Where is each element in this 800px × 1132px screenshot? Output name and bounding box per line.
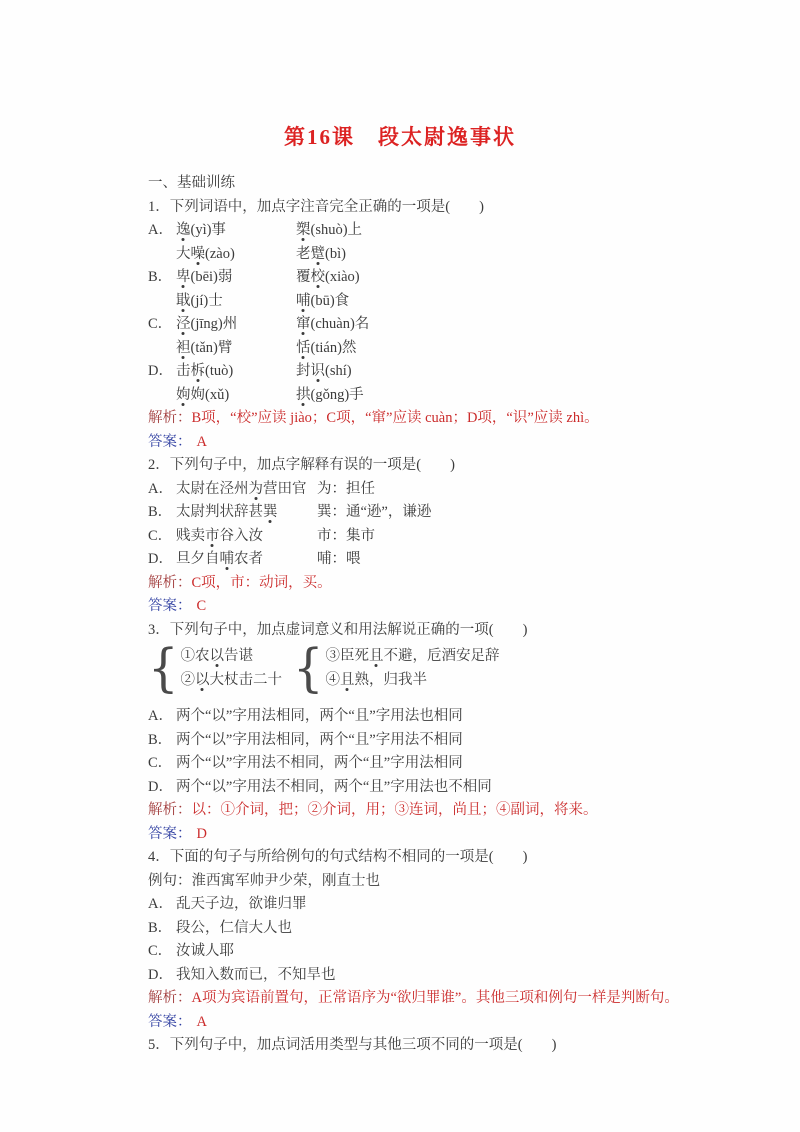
option-text: 我知入数而已，不知旱也 — [176, 966, 336, 983]
option-label: D． — [148, 966, 173, 983]
word-pinyin: 戢(jí)士 — [176, 292, 223, 309]
q3-brace-groups — [148, 637, 688, 699]
q3-group-1 — [148, 637, 293, 699]
analysis-label: 解析： — [148, 802, 192, 818]
page-title: 第16课 段太尉逸事状 — [284, 125, 516, 149]
question-1-stem — [148, 196, 688, 220]
question-2-stem-text: 下列句子中，加点字解释有误的一项是( ) — [169, 457, 455, 473]
word-pinyin: 老躄(bì) — [296, 245, 346, 262]
answer-value: A — [196, 1013, 207, 1030]
option-label: C． — [148, 527, 173, 544]
q3-option-a — [148, 705, 688, 729]
question-2-stem — [148, 454, 688, 478]
q3-group-2 — [293, 637, 500, 699]
q4-option-b — [148, 917, 688, 941]
sentence: 太尉判状辞甚巽 — [176, 504, 278, 520]
answer-label: 答案： — [148, 1013, 192, 1030]
q1-row-d2 — [148, 384, 688, 408]
answer-label: 答案： — [148, 433, 192, 450]
option-text: 汝诚人耶 — [176, 943, 234, 959]
q4-analysis — [148, 987, 688, 1011]
question-5-number: 5． — [148, 1037, 170, 1053]
q4-option-d — [148, 964, 688, 988]
q4-answer — [148, 1011, 688, 1035]
numbered-sentence: ②以大杖击二十 — [180, 672, 283, 688]
word-pinyin: 击柝(tuò) — [176, 363, 234, 379]
option-label: B． — [148, 269, 173, 285]
q1-row-a1 — [148, 219, 688, 243]
option-label: A． — [148, 480, 173, 497]
option-label: B． — [148, 919, 173, 936]
option-text: 段公，仁信大人也 — [176, 919, 292, 936]
word-pinyin: 袒(tǎn)臂 — [176, 339, 233, 356]
analysis-label: 解析： — [148, 410, 192, 426]
word-pinyin: 卑(bēi)弱 — [176, 269, 233, 285]
answer-value: A — [196, 433, 207, 450]
question-4-stem-text: 下面的句子与所给例句的句式结构不相同的一项是( ) — [169, 849, 528, 865]
word-pinyin: 窜(chuàn)名 — [296, 316, 370, 332]
section-heading: 一、基础训练 — [148, 175, 235, 191]
question-2-number: 2． — [148, 457, 170, 473]
option-label — [148, 290, 176, 314]
analysis-text: A项为宾语前置句，正常语序为“欲归罪谁”。其他三项和例句一样是判断句。 — [191, 990, 679, 1006]
option-text: 两个“以”字用法相同，两个“且”字用法不相同 — [176, 731, 463, 748]
word-pinyin: 大噪(zào) — [176, 245, 235, 262]
word-pinyin: 姁姁(xǔ) — [176, 386, 230, 403]
answer-label: 答案： — [148, 598, 192, 614]
option-label: C． — [148, 755, 173, 771]
option-label: D． — [148, 363, 173, 379]
gloss: 市：集市 — [317, 527, 375, 544]
option-label — [148, 243, 176, 267]
q1-analysis — [148, 407, 688, 431]
q1-row-b1 — [148, 266, 688, 290]
word-pinyin: 恬(tián)然 — [296, 339, 357, 356]
q1-answer — [148, 431, 688, 455]
analysis-text: C项，市：动词，买。 — [191, 574, 332, 591]
option-label — [148, 384, 176, 408]
sentence: 太尉在泾州为营田官 — [176, 480, 307, 497]
answer-label: 答案： — [148, 825, 192, 842]
analysis-label: 解析： — [148, 990, 192, 1006]
numbered-sentence: ④且熟，归我半 — [325, 672, 428, 688]
analysis-label: 解析： — [148, 574, 192, 591]
q2-row-b — [148, 501, 688, 525]
option-text: 两个“以”字用法相同，两个“且”字用法也相同 — [176, 708, 463, 724]
analysis-text: 以：①介词，把；②介词，用；③连词，尚且；④副词，将来。 — [191, 802, 598, 818]
q2-row-a — [148, 478, 688, 502]
answer-value: C — [196, 598, 207, 614]
sentence: 旦夕自哺农者 — [176, 551, 263, 567]
q1-row-c1 — [148, 313, 688, 337]
q2-answer — [148, 595, 688, 619]
word-pinyin: 覆校(xiào) — [296, 269, 360, 285]
gloss: 哺：喂 — [317, 551, 361, 567]
option-label — [148, 337, 176, 361]
q1-row-b2 — [148, 290, 688, 314]
left-brace-icon: { — [293, 637, 324, 699]
question-5-stem — [148, 1034, 688, 1058]
q4-example-sentence: 例句：淮西寓军帅尹少荣，刚直士也 — [148, 872, 380, 889]
option-label: C． — [148, 943, 173, 959]
q3-option-d — [148, 776, 688, 800]
gloss: 巽：通“逊”，谦逊 — [317, 504, 432, 520]
question-3-stem-text: 下列句子中，加点虚词意义和用法解说正确的一项( ) — [169, 621, 528, 638]
q1-row-a2 — [148, 243, 688, 267]
question-3-stem — [148, 619, 688, 643]
question-1-number: 1． — [148, 198, 170, 215]
numbered-sentence: ①农以告谌 — [180, 648, 254, 664]
q4-option-c — [148, 940, 688, 964]
word-pinyin: 封识(shí) — [296, 363, 352, 379]
option-label: C． — [148, 316, 173, 332]
option-label: A． — [148, 896, 173, 912]
word-pinyin: 拱(gǒng)手 — [296, 386, 364, 403]
answer-value: D — [196, 825, 207, 842]
option-label: D． — [148, 778, 173, 795]
option-text: 两个“以”字用法不相同，两个“且”字用法相同 — [176, 755, 463, 771]
question-5-stem-text: 下列句子中，加点词活用类型与其他三项不同的一项是( ) — [169, 1037, 557, 1053]
q3-analysis — [148, 799, 688, 823]
word-pinyin: 逸(yì)事 — [176, 222, 226, 238]
q3-answer — [148, 823, 688, 847]
q2-row-d — [148, 548, 688, 572]
sentence: 贱卖市谷入汝 — [176, 527, 263, 544]
q1-row-c2 — [148, 337, 688, 361]
q4-option-a — [148, 893, 688, 917]
q3-option-b — [148, 729, 688, 753]
option-label: A． — [148, 222, 173, 238]
option-text: 乱天子边，欲谁归罪 — [176, 896, 307, 912]
question-4-stem — [148, 846, 688, 870]
q2-analysis — [148, 572, 688, 596]
word-pinyin: 槊(shuò)上 — [296, 222, 363, 238]
gloss: 为：担任 — [317, 480, 375, 497]
question-4-number: 4． — [148, 849, 170, 865]
q1-row-d1 — [148, 360, 688, 384]
numbered-sentence: ③臣死且不避，卮酒安足辞 — [325, 648, 500, 664]
question-1-stem-text: 下列词语中，加点字注音完全正确的一项是( ) — [169, 198, 484, 215]
worksheet-content — [148, 172, 688, 1058]
word-pinyin: 泾(jīng)州 — [176, 316, 238, 332]
analysis-text: B项，“校”应读 jiào；C项，“窜”应读 cuàn；D项，“识”应读 zhì。 — [191, 410, 599, 426]
option-label: B． — [148, 504, 173, 520]
word-pinyin: 哺(bū)食 — [296, 292, 350, 309]
q3-group-1-lines — [181, 644, 283, 692]
option-text: 两个“以”字用法不相同，两个“且”字用法也不相同 — [176, 778, 492, 795]
q3-group-2-lines — [326, 644, 500, 692]
option-label: A． — [148, 708, 173, 724]
q3-option-c — [148, 752, 688, 776]
left-brace-icon: { — [148, 637, 179, 699]
q2-row-c — [148, 525, 688, 549]
question-3-number: 3． — [148, 621, 170, 638]
option-label: B． — [148, 731, 173, 748]
option-label: D． — [148, 551, 173, 567]
